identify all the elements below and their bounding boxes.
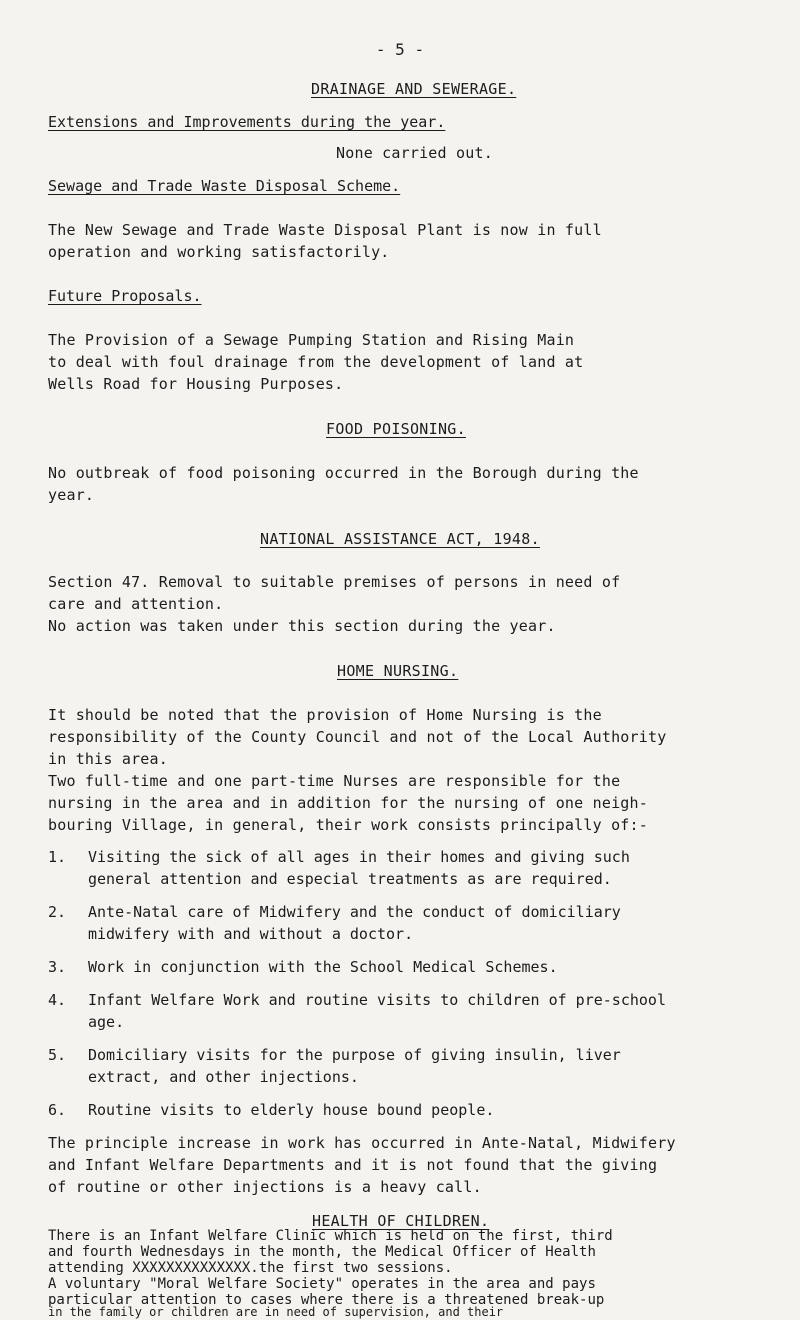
list-item-line: midwifery with and without a doctor. [88,925,414,943]
list-item-line: Domiciliary visits for the purpose of giving insulin, liver [88,1046,621,1064]
list-item-line: age. [88,1013,125,1031]
assistance-line: Section 47. Removal to suitable premises of persons in need of [48,573,621,591]
sewage-line: operation and working satisfactorily. [48,243,390,261]
list-item-line: Visiting the sick of all ages in their homes and giving such [88,848,630,866]
nursing-closing-line: of routine or other injections is a heavy call. [48,1178,482,1196]
list-item-line: Work in conjunction with the School Medical Schemes. [88,958,558,976]
food-line: No outbreak of food poisoning occurred in the Borough during the [48,464,639,482]
nursing-heading: HOME NURSING. [337,662,459,680]
drainage-heading: DRAINAGE AND SEWERAGE. [311,80,517,98]
nursing-closing-line: and Infant Welfare Departments and it is not found that the giving [48,1156,658,1174]
food-heading: FOOD POISONING. [326,420,466,438]
assistance-line: No action was taken under this section during the year. [48,617,556,635]
list-item-line: Infant Welfare Work and routine visits to children of pre-school [88,991,666,1009]
list-item-line: Routine visits to elderly house bound people. [88,1101,495,1119]
list-item-line: general attention and especial treatments as are required. [88,870,612,888]
list-item-number: 4. [48,991,67,1009]
extensions-heading: Extensions and Improvements during the year. [48,113,446,131]
children-heading: HEALTH OF CHILDREN. [312,1212,490,1230]
sewage-line: The New Sewage and Trade Waste Disposal Plant is now in full [48,221,602,239]
nursing-intro-line: bouring Village, in general, their work consists principally of:- [48,816,648,834]
list-item-line: extract, and other injections. [88,1068,359,1086]
list-item-number: 6. [48,1101,67,1119]
list-item-number: 2. [48,903,67,921]
nursing-intro-line: in this area. [48,750,168,768]
assistance-heading: NATIONAL ASSISTANCE ACT, 1948. [260,530,540,548]
children-line: There is an Infant Welfare Clinic which is held on the first, third [48,1228,613,1244]
children-line: particular attention to cases where there is a threatened break-up [48,1292,605,1308]
page-number: - 5 - [375,40,425,59]
future-line: Wells Road for Housing Purposes. [48,375,344,393]
extensions-text: None carried out. [336,144,493,162]
nursing-intro-line: nursing in the area and in addition for the nursing of one neigh- [48,794,648,812]
assistance-line: care and attention. [48,595,224,613]
sewage-heading: Sewage and Trade Waste Disposal Scheme. [48,177,401,195]
nursing-intro-line: Two full-time and one part-time Nurses are responsible for the [48,772,621,790]
nursing-intro-line: It should be noted that the provision of Home Nursing is the [48,706,602,724]
list-item-number: 5. [48,1046,67,1064]
nursing-closing-line: The principle increase in work has occurred in Ante-Natal, Midwifery [48,1134,676,1152]
children-line: A voluntary "Moral Welfare Society" operates in the area and pays [48,1276,596,1292]
list-item-line: Ante-Natal care of Midwifery and the conduct of domiciliary [88,903,621,921]
list-item-number: 3. [48,958,67,976]
children-line: and fourth Wednesdays in the month, the Medical Officer of Health [48,1244,596,1260]
future-line: to deal with foul drainage from the development of land at [48,353,584,371]
nursing-intro-line: responsibility of the County Council and not of the Local Authority [48,728,667,746]
food-line: year. [48,486,95,504]
children-line: attending XXXXXXXXXXXXXX.the first two sessions. [48,1260,453,1276]
future-heading: Future Proposals. [48,287,202,305]
list-item-number: 1. [48,848,67,866]
children-line: in the family or children are in need of supervision, and their [48,1305,504,1319]
future-line: The Provision of a Sewage Pumping Station and Rising Main [48,331,575,349]
